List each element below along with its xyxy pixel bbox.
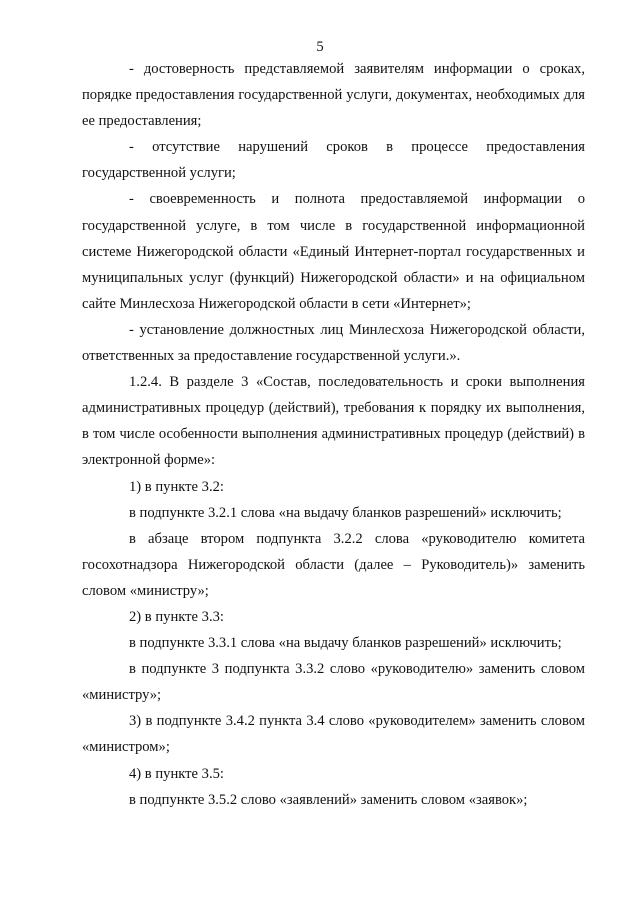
document-body: [82, 56, 585, 813]
paragraph-timeliness: - своевременность и полнота предоставляемой информации о государственной услуге, в том числе в государственной информационной системе Нижегородской области «Единый Интернет-портал государственных и муниципальных услуг (функций) Нижегородской области» и на официальном сайте Минлесхоза Нижегородской области в сети «Интернет»;: [82, 191, 585, 312]
paragraph-sub-3-3-1: в подпункте 3.3.1 слова «на выдачу бланков разрешений» исключить;: [129, 635, 562, 652]
paragraph-officials: - установление должностных лиц Минлесхоза Нижегородской области, ответственных за предоставление государственной услуги.».: [82, 321, 585, 365]
paragraph-no-violations: - отсутствие нарушений сроков в процессе предоставления государственной услуги;: [82, 139, 585, 182]
paragraph-sub-3-4-2: 3) в подпункте 3.4.2 пункта 3.4 слово «руководителем» заменить словом «министром»;: [82, 713, 585, 756]
paragraph-sub-3-2-2: в абзаце втором подпункта 3.2.2 слова «руководителю комитета госохотнадзора Нижегородской области (далее – Руководитель)» заменить словом «министру»;: [82, 530, 585, 599]
paragraph-sub-3-5-2: в подпункте 3.5.2 слово «заявлений» заменить словом «заявок»;: [129, 791, 528, 808]
paragraph-item-3-5: 4) в пункте 3.5:: [129, 765, 224, 782]
paragraph-item-3-3: 2) в пункте 3.3:: [129, 608, 224, 625]
paragraph-item-3-2: 1) в пункте 3.2:: [129, 478, 224, 495]
paragraph-sub-3-3-2: в подпункте 3 подпункта 3.3.2 слово «руководителю» заменить словом «министру»;: [82, 661, 585, 704]
paragraph-sub-3-2-1: в подпункте 3.2.1 слова «на выдачу бланков разрешений» исключить;: [129, 504, 562, 521]
paragraph-section-3: 1.2.4. В разделе 3 «Состав, последовательность и сроки выполнения административных процедур (действий), требования к порядку их выполнения, в том числе особенности выполнения административных процедур (действий) в электронной форме»:: [82, 374, 585, 469]
paragraph-reliability: - достоверность представляемой заявителям информации о сроках, порядке предоставления государственной услуги, документах, необходимых для ее предоставления;: [82, 61, 585, 130]
page-number: 5: [316, 39, 324, 55]
